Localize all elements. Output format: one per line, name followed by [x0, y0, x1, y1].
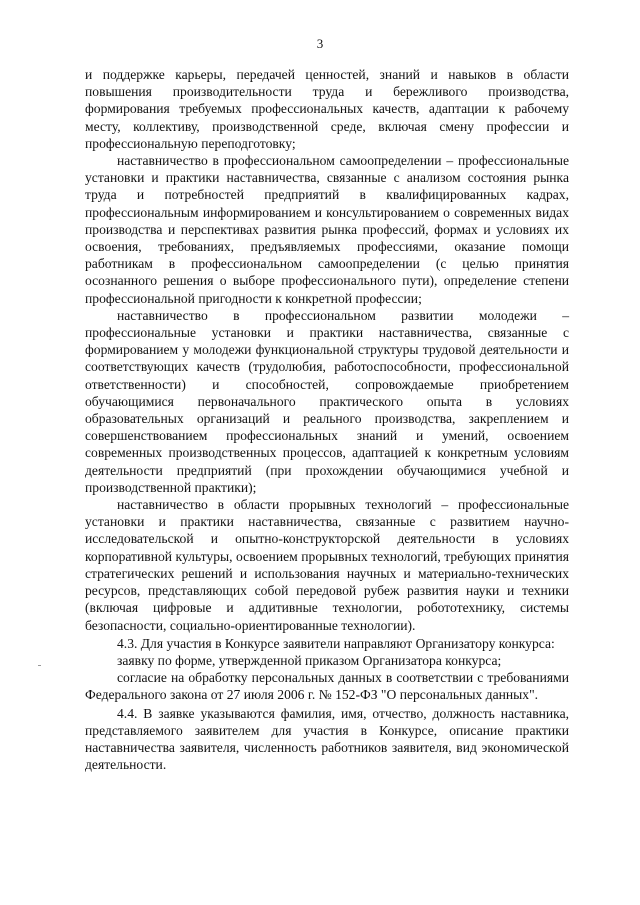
paragraph-breakthrough-tech: наставничество в области прорывных технологий – профессиональные установки и практики наставничества, связанные с развитием научно-исследовательской и опытно-конструкторской деятельности в условиях корпоративной культуры, освоением прорывных технологий, требующих принятия стратегических решений и использования научных и материально-технических ресурсов, представляющих собой передовой рубеж развития науки и техники (включая цифровые и аддитивные технологии, робототехнику, системы безопасности, социально-ориентированные технологии). [85, 497, 569, 633]
paragraph-youth-development: наставничество в профессиональном развитии молодежи – профессиональные установки и практики наставничества, связанные с формированием у молодежи функциональной структуры трудовой деятельности и соответствующих качеств (трудолюбия, работоспособности, профессиональной ответственности) и способностей, сопровождаемые приобретением обучающимися первоначального практического опыта в условиях образовательных организаций и реального производства, закреплением и совершенствованием профессиональных знаний и умений, освоением современных производственных процессов, адаптацией к конкретным условиям деятельности предприятий (при прохождении обучающимися учебной и производственной практики); [85, 307, 569, 495]
paragraph-career-support: и поддержке карьеры, передачей ценностей, знаний и навыков в области повышения производительности труда и бережливого производства, формирования требуемых профессиональных качеств, адаптации к рабочему месту, коллективу, производственной среде, включая смену профессии и профессиональную переподготовку; [85, 67, 569, 151]
paragraph-personal-data-consent: согласие на обработку персональных данных в соответствии с требованиями Федерального закона от 27 июля 2006 г. № 152-ФЗ "О персональных данных". [85, 670, 569, 703]
page-number: 3 [316, 36, 324, 51]
paragraph-application-form: заявку по форме, утвержденной приказом Организатора конкурса; [117, 652, 502, 668]
paragraph-self-determination: наставничество в профессиональном самоопределении – профессиональные установки и практики наставничества, связанные с анализом состояния рынка труда и потребностей предприятий в квалифицированных кадрах, профессиональным информированием и консультированием о современных видах производства и перспективах развития рынка профессий, формах и условиях их освоения, требованиях, предъявляемых профессиями, оказание помощи работникам в профессиональном самоопределении (с целью принятия осознанного решения о выборе профессионального пути), определение степени профессиональной пригодности к конкретной профессии; [85, 153, 569, 306]
document-body [85, 66, 569, 773]
paragraph-section-4-3: 4.3. Для участия в Конкурсе заявители направляют Организатору конкурса: [117, 635, 555, 651]
margin-mark [38, 665, 41, 666]
paragraph-section-4-4: 4.4. В заявке указываются фамилия, имя, отчество, должность наставника, представляемого заявителем для участия в Конкурсе, описание практики наставничества заявителя, численность работников заявителя, вид экономической деятельности. [85, 705, 569, 773]
